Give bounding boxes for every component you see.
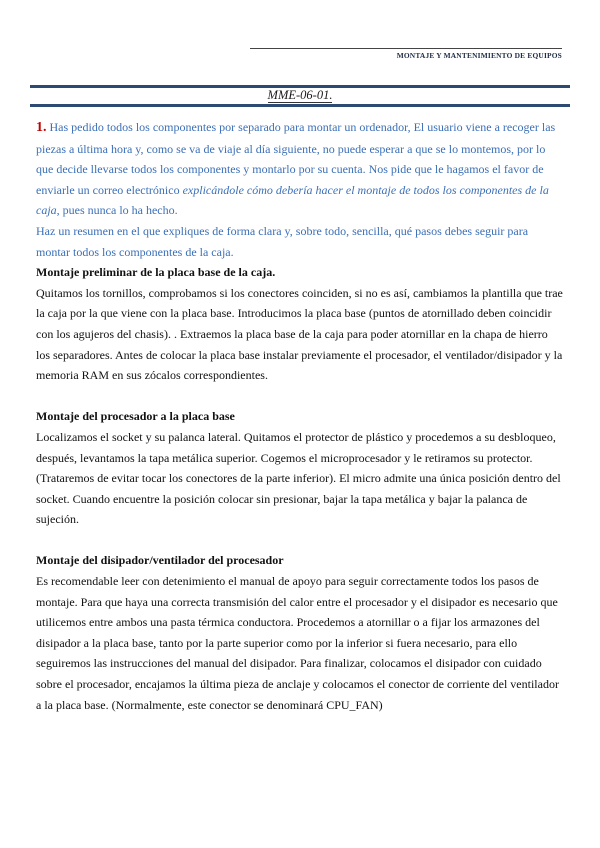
- title-band-bottom-rule: [30, 104, 570, 107]
- section-body-disipador: Es recomendable leer con detenimiento el manual de apoyo para seguir correctamente todos los pasos de montaje. Para que haya una correcta transmisión del calor entre el procesador y el disipador es necesario que utilicemos entre ambos una pasta térmica conductora. Procedemos a atornillar o a fijar los armazones del disipador a la placa base, tanto por la parte superior como por la inferior si fuera necesario, para ello seguiremos las instrucciones del manual del disipador. Para finalizar, colocamos el disipador con cuidado sobre el procesador, encajamos la última pieza de anclaje y colocamos el conector de corriente del ventilador a la placa base. (Normalmente, este conector se denominará CPU_FAN): [36, 574, 559, 712]
- section-body-preliminar: Quitamos los tornillos, comprobamos si los conectores coinciden, si no es así, cambiamos la plantilla que trae la caja por la que viene con la placa base. Introducimos la placa base (puntos de atornillado deben coincidir con los agujeros del chasis). . Extraemos la placa base de la caja para poder atornillar en la chapa de hierro los separadores. Antes de colocar la placa base instalar previamente el procesador, el ventilador/disipador y la memoria RAM en sus zócalos correspondientes.: [36, 285, 563, 383]
- section-body-procesador: Localizamos el socket y su palanca lateral. Quitamos el protector de plástico y procedemos a su desbloqueo, después, levantamos la tapa metálica superior. Cogemos el microprocesador y le retiramos su protector. (Trataremos de evitar tocar los conectores de la parte inferior). El micro admite una única posición dentro del socket. Cuando encuentre la posición colocar sin presionar, bajar la tapa metálica y bajar la palanca de sujeción.: [36, 429, 561, 527]
- section-heading-procesador: Montaje del procesador a la placa base: [36, 409, 235, 424]
- paragraph-gap: [36, 386, 564, 407]
- prompt-instruction: Haz un resumen en el que expliques de forma clara y, sobre todo, sencilla, qué pasos debes seguir para montar todos los componentes de la caja.: [36, 223, 529, 259]
- prompt-text-2: pues nunca lo ha hecho.: [59, 203, 178, 218]
- section-heading-preliminar: Montaje preliminar de la placa base de la caja.: [36, 265, 276, 280]
- exercise-code: MME-06-01.: [267, 88, 333, 102]
- document-body: [36, 117, 564, 715]
- paragraph-gap: [36, 530, 564, 551]
- running-header: MONTAJE Y MANTENIMIENTO DE EQUIPOS: [396, 51, 562, 60]
- prompt-text-1: Has pedido todos los componentes por separado para montar un ordenador, El usuario viene a recoger las piezas a última hora y, como se va de viaje al día siguiente, no puede esperar a que se lo montemos, por lo que decide llevarse todos los componentes y montarlo por su cuenta. Nos pide que le hagamos el favor de enviarle un correo electrónico: [36, 120, 556, 197]
- exercise-code-banner: [30, 88, 570, 102]
- question-number: 1.: [36, 120, 47, 135]
- exercise-prompt: [36, 117, 564, 221]
- header-rule: [250, 48, 562, 49]
- section-heading-disipador: Montaje del disipador/ventilador del procesador: [36, 553, 284, 568]
- prompt-text-italic: explicándole cómo debería hacer el montaje de todos los componentes de la caja,: [36, 182, 549, 218]
